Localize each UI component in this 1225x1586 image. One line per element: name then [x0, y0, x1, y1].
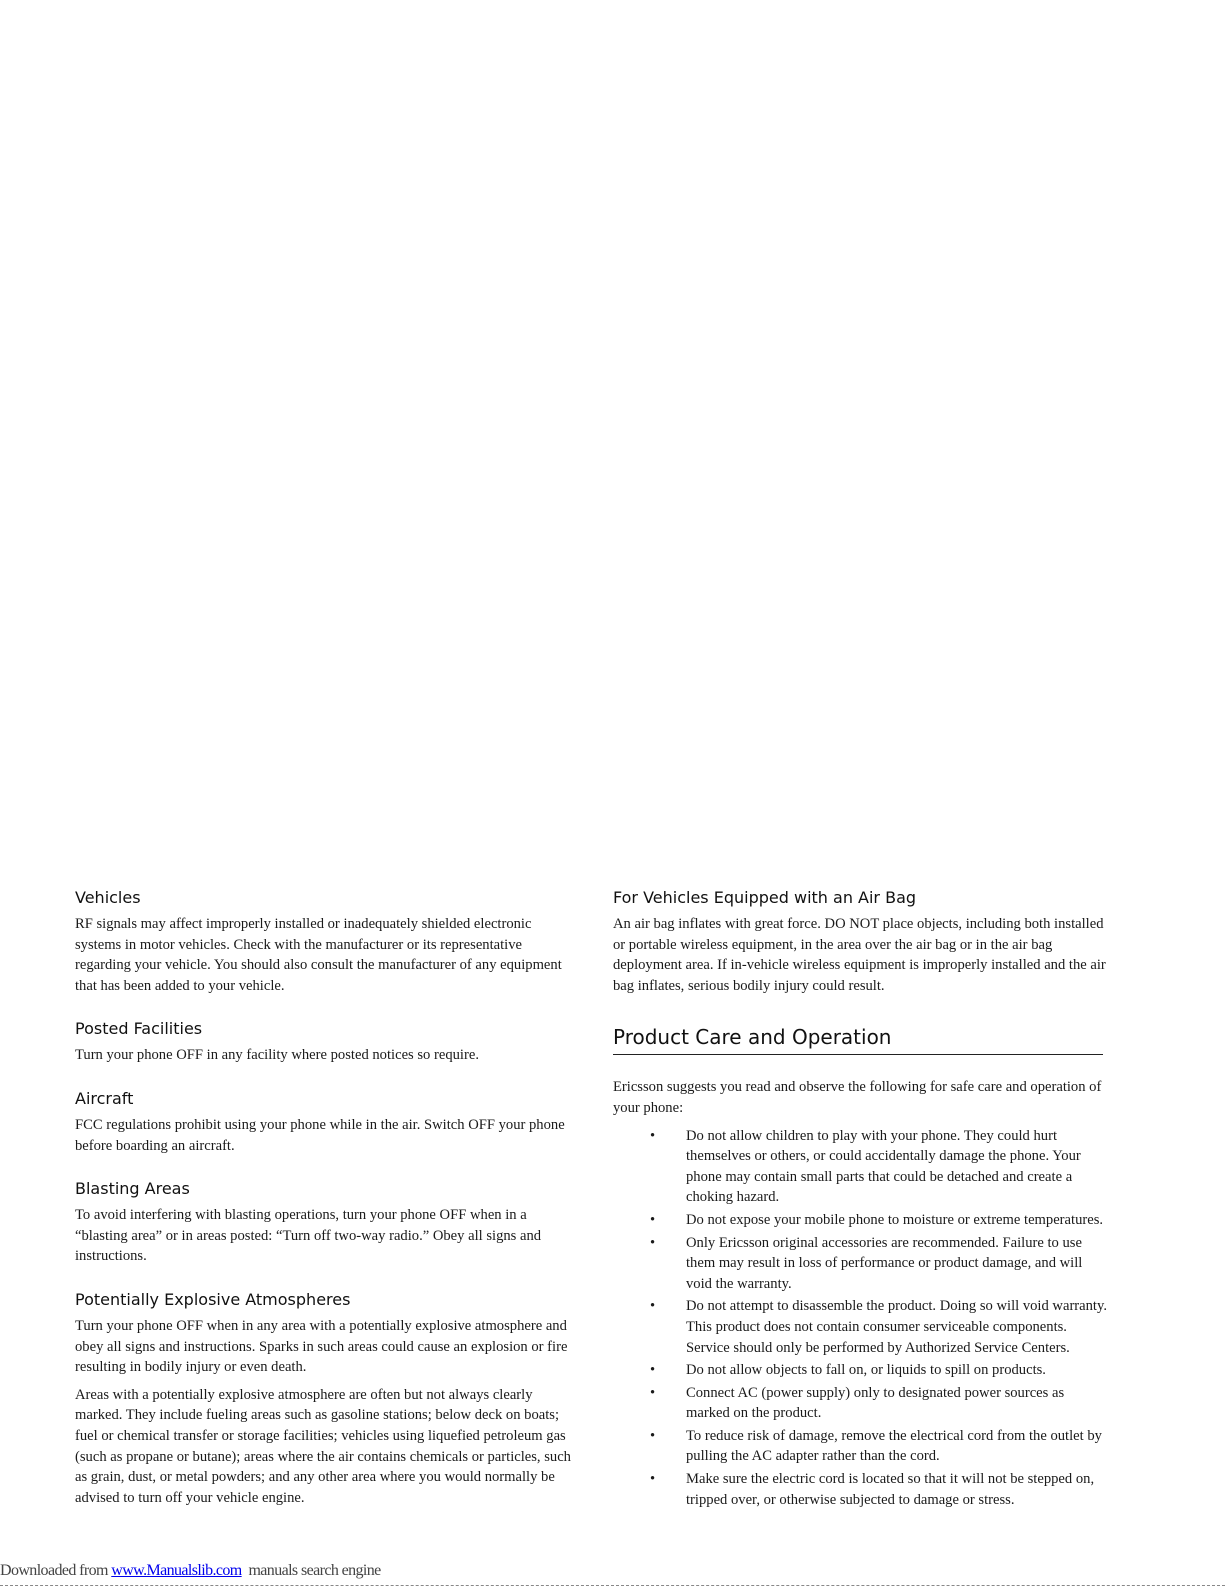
section-title: Aircraft [75, 1088, 134, 1108]
left-column [75, 885, 575, 1515]
section-paragraph: An air bag inflates with great force. DO NOT place objects, including both installed or portable wireless equipment, in the area over the air bag or in the air bag deployment area. If in-vehicle wireless equipment is improperly installed and the air bag inflates, serious bodily injury could result. [613, 916, 1106, 994]
list-item-text: Make sure the electric cord is located so that it will not be stepped on, tripped over, or otherwise subjected to damage or stress. [686, 1471, 1095, 1508]
list-item [613, 1233, 1109, 1295]
list-item [613, 1360, 1109, 1381]
list-item-text: Do not expose your mobile phone to moisture or extreme temperatures. [686, 1211, 1104, 1228]
list-item [613, 1469, 1109, 1510]
right-column [613, 885, 1109, 1512]
section-paragraph: RF signals may affect improperly installed or inadequately shielded electronic systems in motor vehicles. Check with the manufacturer or its representative regarding your vehicle. You should also consult the manufacturer of any equipment that has been added to your vehicle. [75, 916, 562, 994]
section-posted-facilities [75, 1016, 575, 1066]
manualslib-link[interactable]: www.Manualslib.com [111, 1562, 242, 1579]
section-title: Posted Facilities [75, 1019, 203, 1039]
list-item [613, 1383, 1109, 1424]
footer-prefix: Downloaded from [0, 1562, 112, 1579]
bullet-icon: • [650, 1127, 656, 1144]
bullet-icon: • [650, 1384, 656, 1401]
section-explosive-atmospheres [75, 1287, 575, 1508]
download-footer [0, 1561, 1225, 1586]
section-vehicles [75, 885, 575, 996]
product-care-heading: Product Care and Operation [613, 1022, 1103, 1055]
bullet-icon: • [650, 1298, 656, 1315]
list-item [613, 1296, 1109, 1358]
section-paragraph: Areas with a potentially explosive atmosphere are often but not always clearly marked. They include fueling areas such as gasoline stations; below deck on boats; fuel or chemical transfer or storage facilities; vehicles using liquefied petroleum gas (such as propane or butane); areas where the air contains chemicals or particles, such as grain, dust, or metal powders; and any other area where you would normally be advised to turn off your vehicle engine. [75, 1386, 571, 1506]
section-aircraft [75, 1086, 575, 1156]
product-care-intro: Ericsson suggests you read and observe the following for safe care and operation of your phone: [613, 1079, 1102, 1116]
list-item [613, 1426, 1109, 1467]
section-air-bag [613, 885, 1109, 996]
bullet-icon: • [650, 1362, 656, 1379]
footer-suffix: manuals search engine [241, 1562, 381, 1579]
list-item-text: Do not attempt to disassemble the product. Doing so will void warranty. This product does not contain consumer serviceable components. Service should only be performed by Authorized Service Centers. [686, 1298, 1107, 1356]
bullet-icon: • [650, 1471, 656, 1488]
section-title: Vehicles [75, 888, 141, 907]
list-item [613, 1126, 1109, 1208]
list-item-text: Do not allow children to play with your phone. They could hurt themselves or others, or could accidentally damage the phone. Your phone may contain small parts that could be detached and create a choking hazard. [686, 1127, 1081, 1206]
product-care-list [613, 1126, 1109, 1511]
list-item-text: To reduce risk of damage, remove the electrical cord from the outlet by pulling the AC adapter rather than the cord. [686, 1427, 1102, 1465]
section-title: Potentially Explosive Atmospheres [75, 1289, 351, 1309]
section-paragraph: Turn your phone OFF when in any area with a potentially explosive atmosphere and obey all signs and instructions. Sparks in such areas could cause an explosion or fire resulting in bodily injury or even death. [75, 1317, 568, 1376]
section-paragraph: To avoid interfering with blasting operations, turn your phone OFF when in a “blasting area” or in areas posted: “Turn off two-way radio.” Obey all signs and instructions. [75, 1207, 542, 1265]
bullet-icon: • [650, 1211, 656, 1228]
section-title: Blasting Areas [75, 1179, 190, 1199]
list-item-text: Connect AC (power supply) only to designated power sources as marked on the product. [686, 1384, 1065, 1422]
list-item-text: Do not allow objects to fall on, or liquids to spill on products. [686, 1362, 1046, 1379]
list-item-text: Only Ericsson original accessories are recommended. Failure to use them may result in loss of performance or product damage, and will void the warranty. [686, 1234, 1083, 1292]
section-paragraph: FCC regulations prohibit using your phone while in the air. Switch OFF your phone before boarding an aircraft. [75, 1116, 565, 1154]
section-title: For Vehicles Equipped with an Air Bag [613, 888, 917, 907]
bullet-icon: • [650, 1234, 656, 1251]
section-paragraph: Turn your phone OFF in any facility where posted notices so require. [75, 1047, 479, 1064]
list-item [613, 1210, 1109, 1231]
bullet-icon: • [650, 1427, 656, 1444]
section-blasting-areas [75, 1176, 575, 1267]
